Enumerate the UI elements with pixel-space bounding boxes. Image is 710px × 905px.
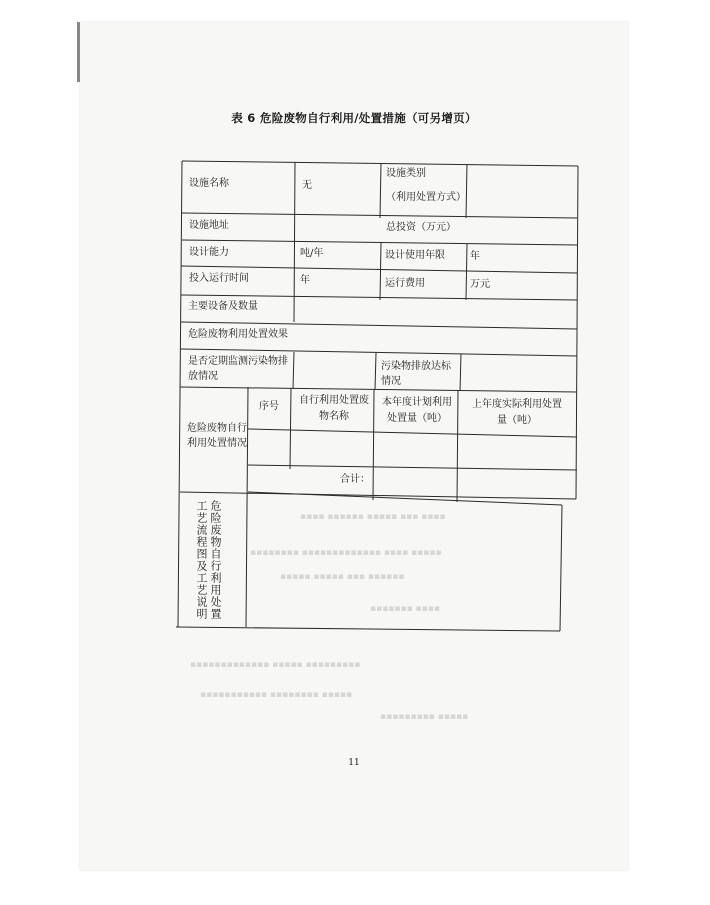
facility-name-value: 无	[302, 180, 312, 191]
facility-type-label-line2: （利用处置方式）	[386, 192, 466, 203]
design-life-unit: 年	[470, 251, 480, 262]
design-life-label: 设计使用年限	[385, 250, 445, 261]
disposal-effect-label: 危险废物利用处置效果	[188, 329, 288, 340]
process-flow-label: 危险废物自行利用处置工艺流程图及工艺说明	[195, 500, 222, 620]
facility-name-label: 设施名称	[189, 178, 229, 189]
col-header-actual	[460, 397, 574, 429]
emission-label-line1: 污染物排放达标	[381, 361, 451, 372]
self-disposal-label-line1: 危险废物自行	[187, 423, 247, 434]
col-header-waste-name	[294, 393, 374, 425]
col-header-actual-line2: 量（吨）	[497, 415, 537, 426]
self-disposal-label-line2: 利用处置情况	[187, 438, 247, 449]
operation-time-unit: 年	[300, 275, 310, 286]
total-label: 合计：	[340, 474, 370, 485]
monitoring-label-line1: 是否定期监测污染物排	[188, 356, 288, 367]
equipment-label: 主要设备及数量	[188, 301, 258, 312]
col-header-planned-line2: 处置量（吨）	[387, 413, 447, 424]
facility-type-label-line1: 设施类别	[386, 168, 426, 179]
col-header-seq: 序号	[259, 401, 279, 412]
emission-label-line2: 情况	[381, 376, 401, 387]
facility-address-label: 设施地址	[189, 220, 229, 231]
page-number: 11	[348, 758, 360, 768]
col-header-planned	[376, 395, 458, 427]
design-capacity-unit: 吨/年	[300, 248, 324, 259]
monitoring-label-line2: 放情况	[188, 371, 218, 382]
design-capacity-label: 设计能力	[189, 247, 229, 258]
operation-cost-unit: 万元	[470, 279, 490, 290]
operation-time-label: 投入运行时间	[189, 273, 249, 284]
total-investment-label: 总投资（万元）	[386, 222, 456, 233]
col-header-waste-name-line2: 物名称	[319, 411, 349, 422]
table-title: 表 6 危险废物自行利用/处置措施（可另增页）	[231, 111, 477, 125]
col-header-planned-line1: 本年度计划利用	[382, 397, 452, 408]
col-header-waste-name-line1: 自行利用处置废	[299, 395, 369, 406]
col-header-actual-line1: 上年度实际利用处置	[472, 399, 562, 410]
operation-cost-label: 运行费用	[385, 278, 425, 289]
